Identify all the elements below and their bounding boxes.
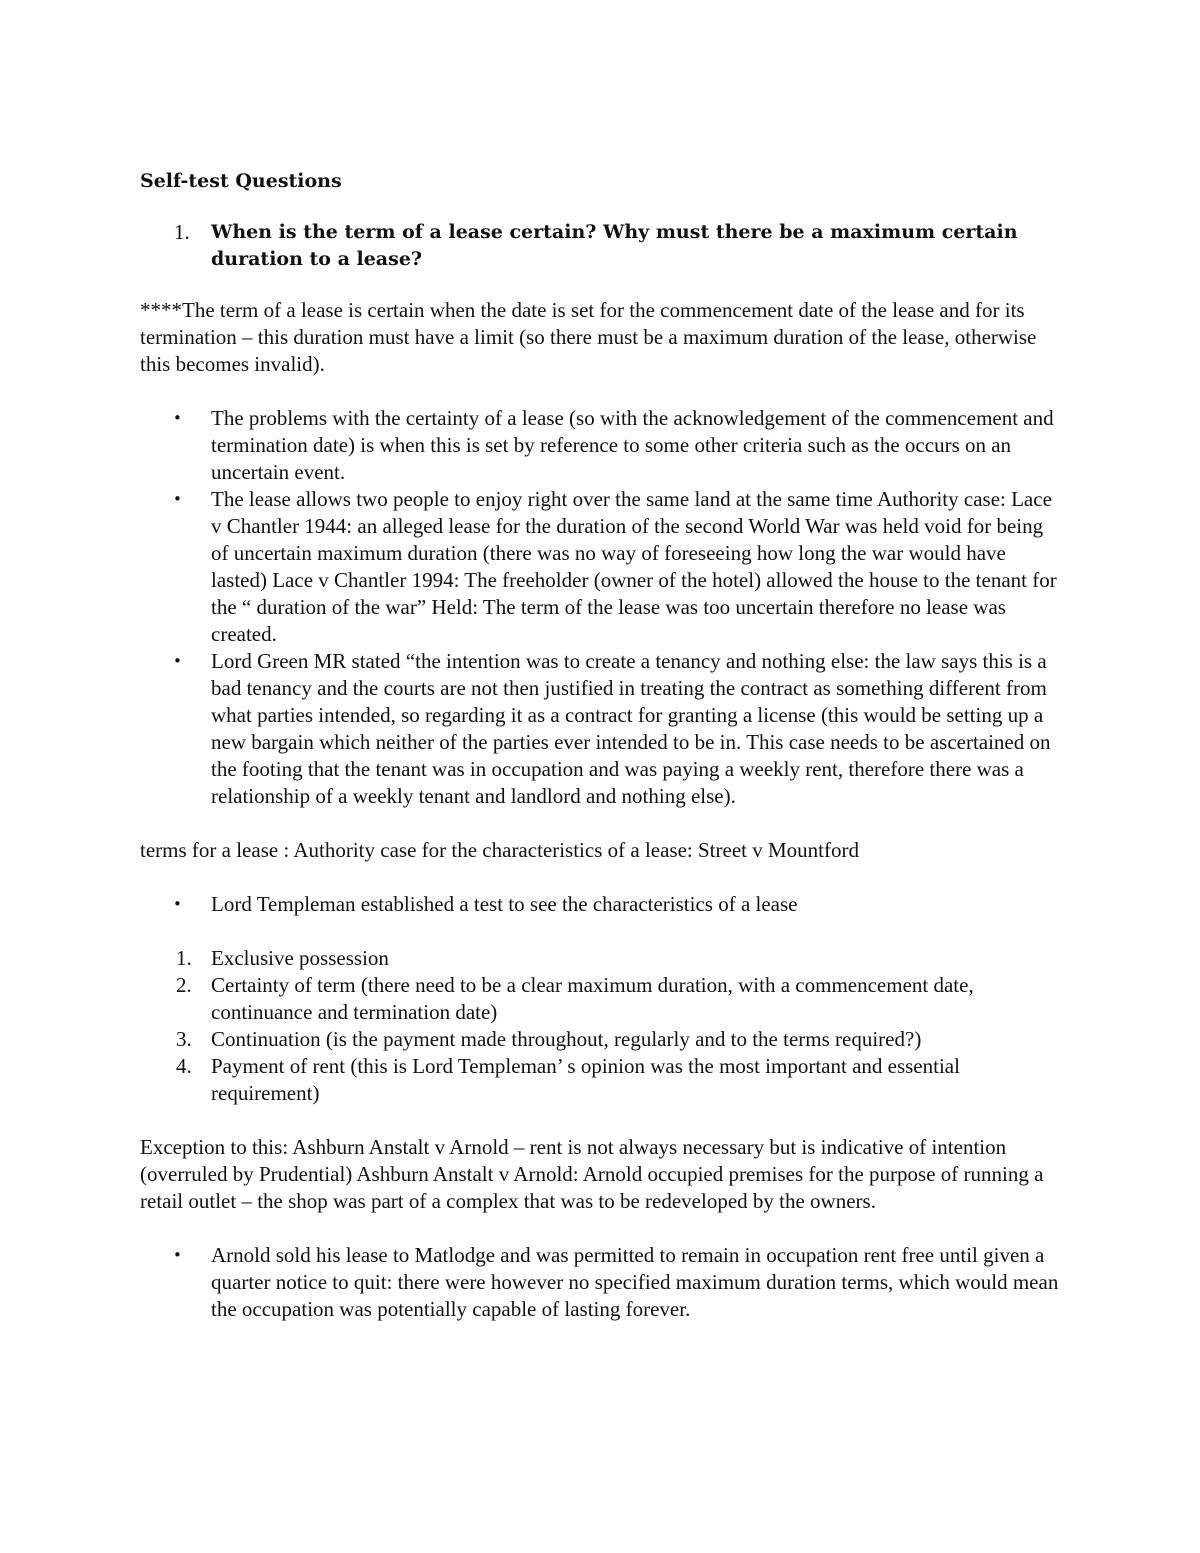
bullet-icon: • (173, 490, 182, 508)
bullet-list-templeman (140, 891, 1065, 918)
numbered-item (140, 1026, 1065, 1053)
list-item (140, 648, 1065, 810)
question-text: When is the term of a lease certain? Why must there be a maximum certain duration to a lease? (211, 221, 1018, 270)
bullet-list-lease-certainty (140, 405, 1065, 810)
item-number: 4. (176, 1054, 192, 1078)
question-1 (140, 219, 1065, 273)
bullet-icon: • (173, 895, 182, 913)
numbered-item (140, 945, 1065, 972)
terms-paragraph: terms for a lease : Authority case for the characteristics of a lease: Street v Mountford (140, 838, 859, 862)
numbered-item (140, 1053, 1065, 1107)
document-body (140, 168, 1065, 1350)
numbered-item (140, 972, 1065, 1026)
list-item (140, 486, 1065, 648)
bullet-list-arnold (140, 1242, 1065, 1323)
bullet-icon: • (173, 409, 182, 427)
answer-intro-paragraph: ****The term of a lease is certain when the date is set for the commencement date of the lease and for its termination – this duration must have a limit (so there must be a maximum duration of the lease, otherwise this becomes invalid). (140, 298, 1037, 376)
item-number: 1. (176, 946, 192, 970)
page-heading: Self-test Questions (140, 170, 342, 192)
numbered-item-text: Exclusive possession (211, 946, 389, 970)
item-number: 3. (176, 1027, 192, 1051)
list-item-text: Lord Green MR stated “the intention was to create a tenancy and nothing else: the law says this is a bad tenancy and the courts are not then justified in treating the contract as something different from what parties intended, so regarding it as a contract for granting a license (this would be setting up a new bargain which neither of the parties ever intended to be in. This case needs to be ascertained on the footing that the tenant was in occupation and was paying a weekly rent, therefore there was a relationship of a weekly tenant and landlord and nothing else). (211, 649, 1051, 808)
question-number: 1. (174, 220, 190, 244)
numbered-item-text: Payment of rent (this is Lord Templeman’ s opinion was the most important and essential requirement) (211, 1054, 960, 1105)
list-item-text: Arnold sold his lease to Matlodge and was permitted to remain in occupation rent free until given a quarter notice to quit: there were however no specified maximum duration terms, which would mean the occupation was potentially capable of lasting forever. (211, 1243, 1059, 1321)
list-item-text: Lord Templeman established a test to see the characteristics of a lease (211, 892, 798, 916)
numbered-item-text: Certainty of term (there need to be a clear maximum duration, with a commencement date, continuance and termination date) (211, 973, 974, 1024)
list-item-text: The problems with the certainty of a lease (so with the acknowledgement of the commencement and termination date) is when this is set by reference to some other criteria such as the occurs on an uncertain event. (211, 406, 1054, 484)
bullet-icon: • (173, 652, 182, 670)
numbered-item-text: Continuation (is the payment made throughout, regularly and to the terms required?) (211, 1027, 922, 1051)
numbered-list-characteristics (140, 945, 1065, 1107)
item-number: 2. (176, 973, 192, 997)
list-item-text: The lease allows two people to enjoy right over the same land at the same time Authority case: Lace v Chantler 1944: an alleged lease for the duration of the second World War was held void for being of uncertain maximum duration (there was no way of foreseeing how long the war would have lasted) Lace v Chantler 1994: The freeholder (owner of the hotel) allowed the house to the tenant for the “ duration of the war” Held: The term of the lease was too uncertain therefore no lease was created. (211, 487, 1057, 646)
list-item (140, 1242, 1065, 1323)
exception-paragraph: Exception to this: Ashburn Anstalt v Arnold – rent is not always necessary but is indicative of intention (overruled by Prudential) Ashburn Anstalt v Arnold: Arnold occupied premises for the purpose of running a retail outlet – the shop was part of a complex that was to be redeveloped by the owners. (140, 1135, 1044, 1213)
list-item (140, 891, 1065, 918)
bullet-icon: • (173, 1246, 182, 1264)
list-item (140, 405, 1065, 486)
